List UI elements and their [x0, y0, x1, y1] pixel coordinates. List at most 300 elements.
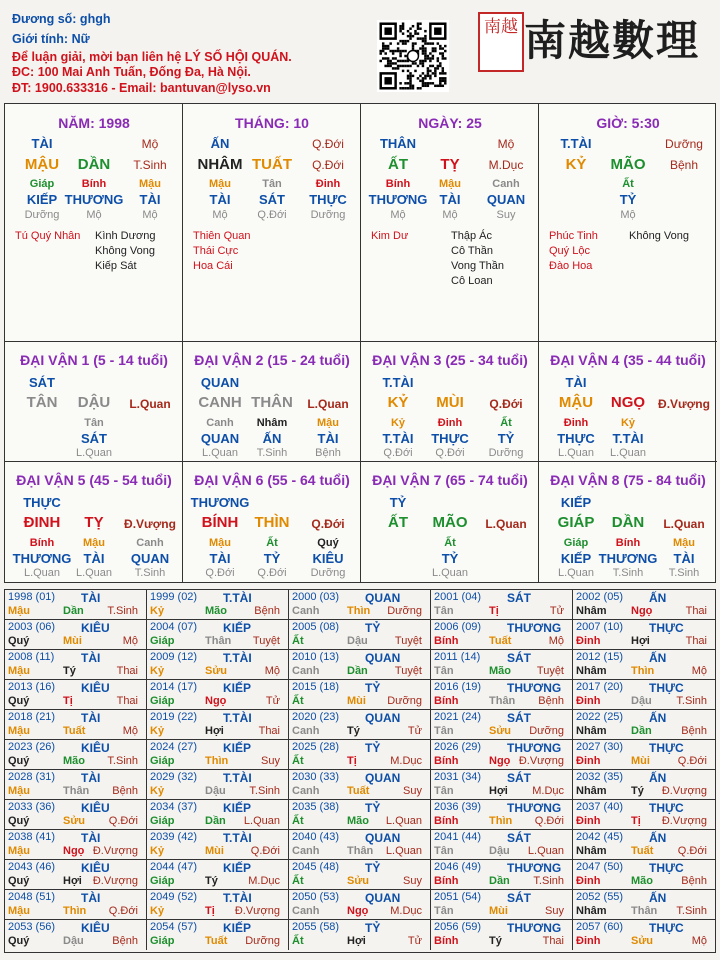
- year-label: 2049 (52): [150, 891, 198, 903]
- year-label: 2057 (60): [576, 921, 624, 933]
- year-phase: Mộ: [548, 635, 564, 647]
- dv-hidden-god: TÀI: [83, 551, 105, 566]
- dai-van-can: KỶ: [387, 394, 409, 411]
- year-cell: [573, 590, 715, 620]
- year-cell: [5, 710, 147, 740]
- star-right: Không Vong: [629, 230, 689, 242]
- year-branch: Thân: [347, 845, 374, 857]
- year-phase: Suy: [403, 785, 422, 797]
- year-phase: Q.Đới: [677, 845, 707, 857]
- dv-hidden-phase: T.Sinh: [134, 567, 166, 579]
- seal-text: 南越: [484, 17, 518, 37]
- pillar-phase: Q.Đới: [312, 158, 344, 172]
- year-label: 2047 (50): [576, 861, 624, 873]
- year-phase: T.Sinh: [533, 875, 564, 887]
- star-right: Cô Thần: [451, 245, 493, 257]
- year-phase: Mộ: [122, 725, 138, 737]
- year-god: TỶ: [365, 621, 381, 635]
- dai-van-phase: Q.Đới: [489, 397, 523, 411]
- dai-van-phase: L.Quan: [129, 397, 171, 411]
- year-god: THƯƠNG: [507, 681, 562, 695]
- year-phase: Tuyệt: [536, 665, 564, 677]
- dai-van-god: QUAN: [200, 375, 240, 390]
- phone-email-line: ĐT: 1900.633316 - Email: bantuvan@lyso.vn: [12, 81, 271, 95]
- year-stem: Bính: [434, 635, 459, 647]
- dv-hidden-god: TÀI: [673, 551, 695, 566]
- year-phase: Mộ: [691, 935, 707, 947]
- pillar-can: KỶ: [565, 156, 587, 173]
- year-branch: Sửu: [489, 725, 512, 737]
- hidden-stem: Giáp: [29, 178, 55, 190]
- year-stem: Kỷ: [150, 725, 165, 737]
- dai-van-title: ĐẠI VẬN 2 (15 - 24 tuổi): [194, 352, 350, 368]
- dv-hidden-stem: Mậu: [673, 537, 695, 549]
- year-cell: [431, 590, 573, 620]
- star-left: Thiên Quan: [193, 230, 251, 242]
- year-phase: L.Quan: [527, 845, 564, 857]
- star-right: Kiếp Sát: [95, 260, 137, 272]
- year-label: 2034 (37): [150, 801, 198, 813]
- year-stem: Canh: [292, 905, 320, 917]
- year-phase: Đ.Vượng: [661, 815, 707, 827]
- year-branch: Thìn: [205, 755, 229, 767]
- year-branch: Tị: [205, 905, 215, 917]
- year-cell: [147, 920, 289, 950]
- year-stem: Bính: [434, 815, 459, 827]
- year-cell: [431, 620, 573, 650]
- dai-van-god: THỰC: [23, 495, 61, 510]
- year-branch: Thân: [63, 785, 90, 797]
- year-label: 2003 (06): [8, 621, 56, 633]
- dv-hidden-phase: Q.Đới: [383, 447, 413, 459]
- year-branch: Sửu: [347, 875, 370, 887]
- year-cell: [573, 770, 715, 800]
- year-stem: Giáp: [150, 635, 175, 647]
- hidden-phase: Mộ: [620, 209, 636, 221]
- year-stem: Đinh: [576, 635, 601, 647]
- hidden-phase: Suy: [496, 209, 516, 221]
- year-label: 2040 (43): [292, 831, 340, 843]
- year-phase: Dưỡng: [387, 605, 422, 617]
- hidden-god: KIẾP: [26, 192, 58, 207]
- year-stem: Đinh: [576, 935, 601, 947]
- year-stem: Canh: [292, 845, 320, 857]
- hidden-god: QUAN: [486, 192, 526, 207]
- year-branch: Mùi: [347, 695, 366, 707]
- bazi-chart: [4, 103, 716, 583]
- year-god: KIẾP: [223, 861, 252, 875]
- year-stem: Canh: [292, 785, 320, 797]
- year-phase: Tử: [549, 605, 564, 617]
- dv-hidden-phase: L.Quan: [557, 447, 595, 459]
- pillar-god: ẤN: [210, 136, 230, 151]
- year-branch: Dậu: [63, 935, 84, 947]
- year-stem: Mậu: [8, 845, 30, 857]
- year-stem: Bính: [434, 875, 459, 887]
- year-label: 2044 (47): [150, 861, 198, 873]
- dai-van-can: TÂN: [26, 394, 58, 411]
- dv-hidden-god: TỶ: [263, 551, 281, 566]
- year-stem: Ất: [292, 755, 304, 767]
- year-label: 2019 (22): [150, 711, 198, 723]
- year-label: 2036 (39): [434, 801, 482, 813]
- year-branch: Thân: [489, 695, 516, 707]
- year-label: 2039 (42): [150, 831, 198, 843]
- year-branch: Tị: [347, 755, 357, 767]
- pillar-phase: Bệnh: [669, 158, 699, 172]
- pillar-god: THÂN: [379, 136, 417, 151]
- year-cell: [147, 770, 289, 800]
- year-branch: Ngọ: [489, 755, 511, 767]
- year-god: THỰC: [649, 741, 684, 755]
- year-phase: Thai: [542, 935, 564, 947]
- year-branch: Dần: [347, 665, 368, 677]
- year-branch: Dậu: [631, 695, 652, 707]
- dai-van-title: ĐẠI VẬN 3 (25 - 34 tuổi): [372, 352, 528, 368]
- year-stem: Đinh: [576, 875, 601, 887]
- year-cell: [5, 740, 147, 770]
- year-god: TÀI: [81, 651, 101, 665]
- year-cell: [147, 800, 289, 830]
- year-cell: [289, 620, 431, 650]
- year-phase: Mộ: [264, 665, 280, 677]
- year-stem: Kỷ: [150, 785, 165, 797]
- year-god: QUAN: [365, 711, 401, 725]
- year-god: SÁT: [507, 651, 531, 665]
- dai-van-chi: MÙI: [436, 394, 464, 411]
- year-branch: Mùi: [631, 755, 650, 767]
- year-label: 2032 (35): [576, 771, 624, 783]
- year-branch: Dần: [205, 815, 226, 827]
- hidden-phase: Mộ: [212, 209, 228, 221]
- year-cell: [5, 860, 147, 890]
- year-branch: Thìn: [489, 815, 513, 827]
- hidden-god: TỶ: [619, 192, 637, 207]
- dv-hidden-stem: Nhâm: [256, 417, 288, 429]
- dai-van-chi: DẬU: [77, 394, 111, 411]
- year-branch: Tý: [205, 875, 218, 887]
- star-left: Thái Cực: [193, 245, 239, 257]
- year-phase: M.Dục: [390, 755, 422, 767]
- year-label: 2006 (09): [434, 621, 482, 633]
- star-left: Phúc Tinh: [549, 230, 598, 242]
- year-label: 2007 (10): [576, 621, 624, 633]
- dai-van-phase: Đ.Vượng: [658, 397, 710, 411]
- dv-hidden-stem: Quý: [317, 537, 339, 549]
- year-label: 2021 (24): [434, 711, 482, 723]
- year-stem: Giáp: [150, 815, 175, 827]
- dai-van-phase: L.Quan: [307, 397, 349, 411]
- hidden-stem: Mậu: [209, 178, 231, 190]
- year-cell: [431, 710, 573, 740]
- hidden-stem: Đinh: [315, 178, 341, 190]
- dv-hidden-phase: L.Quan: [75, 447, 113, 459]
- year-phase: L.Quan: [385, 845, 422, 857]
- year-branch: Ngọ: [205, 695, 227, 707]
- year-cell: [289, 830, 431, 860]
- year-god: ẤN: [649, 591, 667, 605]
- year-stem: Kỷ: [150, 605, 165, 617]
- year-cell: [289, 680, 431, 710]
- year-god: THƯƠNG: [507, 621, 562, 635]
- year-branch: Mão: [205, 605, 227, 617]
- year-stem: Đinh: [576, 815, 601, 827]
- dv-hidden-god: QUAN: [130, 551, 170, 566]
- dai-van-god: SÁT: [29, 375, 55, 390]
- year-cell: [147, 710, 289, 740]
- year-branch: Tị: [631, 815, 641, 827]
- dai-van-god: THƯƠNG: [190, 495, 250, 510]
- year-god: TÀI: [81, 891, 101, 905]
- year-label: 2010 (13): [292, 651, 340, 663]
- year-phase: Bệnh: [681, 725, 707, 737]
- year-cell: [5, 890, 147, 920]
- hidden-god: THỰC: [309, 192, 347, 207]
- year-branch: Thìn: [631, 665, 655, 677]
- year-god: SÁT: [507, 591, 531, 605]
- year-stem: Ất: [292, 935, 304, 947]
- year-label: 2013 (16): [8, 681, 56, 693]
- dai-van-phase: L.Quan: [663, 517, 705, 531]
- year-label: 2024 (27): [150, 741, 198, 753]
- year-phase: Dưỡng: [245, 935, 280, 947]
- year-god: ẤN: [649, 651, 667, 665]
- hidden-phase: Mộ: [86, 209, 102, 221]
- year-phase: T.Sinh: [676, 905, 707, 917]
- year-phase: Thai: [116, 695, 138, 707]
- year-branch: Thân: [205, 635, 232, 647]
- year-stem: Giáp: [150, 755, 175, 767]
- year-label: 2033 (36): [8, 801, 56, 813]
- year-god: TÀI: [81, 591, 101, 605]
- year-branch: Ngọ: [631, 605, 653, 617]
- dv-hidden-stem: Bính: [29, 537, 55, 549]
- year-cell: [431, 920, 573, 950]
- year-cell: [289, 890, 431, 920]
- star-left: Kim Dư: [371, 230, 409, 242]
- dv-hidden-god: THƯƠNG: [598, 551, 658, 566]
- year-label: 2056 (59): [434, 921, 482, 933]
- dv-hidden-god: ẤN: [262, 431, 282, 446]
- dv-hidden-stem: Đinh: [563, 417, 589, 429]
- year-stem: Quý: [8, 935, 30, 947]
- year-god: KIẾP: [223, 681, 252, 695]
- year-stem: Mậu: [8, 605, 30, 617]
- dai-van-6: [183, 462, 361, 582]
- year-phase: M.Dục: [532, 785, 564, 797]
- year-branch: Mão: [489, 665, 511, 677]
- year-phase: Thai: [685, 635, 707, 647]
- year-label: 2011 (14): [434, 651, 481, 663]
- year-branch: Mùi: [205, 845, 224, 857]
- year-branch: Sửu: [63, 815, 86, 827]
- dv-hidden-phase: Bệnh: [315, 447, 341, 459]
- year-cell: [573, 920, 715, 950]
- year-cell: [573, 620, 715, 650]
- pillar-god: TÀI: [31, 136, 53, 151]
- dv-hidden-phase: Q.Đới: [435, 447, 465, 459]
- hidden-phase: Dưỡng: [24, 209, 60, 221]
- dv-hidden-phase: T.Sinh: [612, 567, 644, 579]
- year-label: 2009 (12): [150, 651, 198, 663]
- dv-hidden-stem: Ất: [444, 537, 456, 549]
- star-right: Cô Loan: [451, 275, 493, 287]
- hidden-phase: Dưỡng: [310, 209, 346, 221]
- year-stem: Đinh: [576, 695, 601, 707]
- year-god: T.TÀI: [223, 651, 252, 665]
- year-cell: [5, 680, 147, 710]
- dai-van-god: TỶ: [389, 495, 407, 510]
- dv-hidden-god: T.TÀI: [382, 431, 414, 446]
- year-stem: Quý: [8, 635, 30, 647]
- dai-van-title: ĐẠI VẬN 4 (35 - 44 tuổi): [550, 352, 706, 368]
- dai-van-4: [539, 342, 717, 462]
- pillar-phase: M.Dục: [488, 158, 524, 172]
- dv-hidden-phase: Dưỡng: [310, 567, 346, 579]
- year-label: 2001 (04): [434, 591, 482, 603]
- year-cell: [431, 650, 573, 680]
- year-phase: T.Sinh: [676, 695, 707, 707]
- dai-van-chi: DẦN: [611, 514, 645, 531]
- year-cell: [431, 800, 573, 830]
- pillar-chi: TỴ: [440, 156, 460, 173]
- red-seal-logo: [478, 12, 524, 72]
- year-branch: Ngọ: [63, 845, 85, 857]
- year-label: 1998 (01): [8, 591, 56, 603]
- yearly-luck-grid: [4, 589, 716, 953]
- pillar-chi: MÃO: [610, 156, 646, 173]
- subject-name: Đương số: ghgh: [12, 12, 111, 26]
- year-branch: Ngọ: [347, 905, 369, 917]
- year-cell: [147, 590, 289, 620]
- year-label: 2052 (55): [576, 891, 624, 903]
- contact-line: Để luận giải, mời bạn liên hệ LÝ SỐ HỘI QUÁN.: [12, 50, 292, 64]
- year-branch: Mão: [347, 815, 369, 827]
- year-label: 2004 (07): [150, 621, 198, 633]
- year-phase: T.Sinh: [107, 605, 138, 617]
- year-god: THỰC: [649, 621, 684, 635]
- year-phase: Thai: [258, 725, 280, 737]
- year-cell: [147, 830, 289, 860]
- year-branch: Tý: [63, 665, 76, 677]
- year-stem: Canh: [292, 665, 320, 677]
- dv-hidden-phase: L.Quan: [557, 567, 595, 579]
- year-label: 2051 (54): [434, 891, 482, 903]
- year-god: KIẾP: [223, 741, 252, 755]
- dai-van-chi: NGỌ: [610, 394, 646, 411]
- year-stem: Nhâm: [576, 665, 607, 677]
- year-branch: Sửu: [631, 935, 654, 947]
- year-stem: Đinh: [576, 755, 601, 767]
- dv-hidden-stem: Mậu: [317, 417, 339, 429]
- year-god: QUAN: [365, 891, 401, 905]
- year-god: TỶ: [365, 681, 381, 695]
- pillar-2: [361, 104, 539, 342]
- year-label: 2045 (48): [292, 861, 340, 873]
- year-label: 2016 (19): [434, 681, 482, 693]
- year-label: 2031 (34): [434, 771, 482, 783]
- year-stem: Kỷ: [150, 665, 165, 677]
- star-right: Không Vong: [95, 245, 155, 257]
- year-phase: Tuyệt: [394, 635, 422, 647]
- year-phase: Thai: [685, 605, 707, 617]
- year-stem: Ất: [292, 815, 304, 827]
- year-label: 2025 (28): [292, 741, 340, 753]
- dv-hidden-god: KIẾP: [560, 551, 592, 566]
- year-cell: [147, 680, 289, 710]
- year-cell: [147, 860, 289, 890]
- pillar-phase-top: Mộ: [141, 137, 159, 151]
- hidden-phase: Mộ: [442, 209, 458, 221]
- pillar-title: NGÀY: 25: [418, 115, 482, 131]
- year-god: T.TÀI: [223, 771, 252, 785]
- year-cell: [573, 860, 715, 890]
- year-branch: Mão: [631, 875, 653, 887]
- dv-hidden-god: TÀI: [317, 431, 339, 446]
- dv-hidden-god: THƯƠNG: [12, 551, 72, 566]
- year-branch: Hợi: [63, 875, 82, 887]
- year-cell: [289, 770, 431, 800]
- dv-hidden-stem: Mậu: [209, 537, 231, 549]
- year-god: KIÊU: [81, 861, 110, 875]
- year-label: 2053 (56): [8, 921, 56, 933]
- year-stem: Nhâm: [576, 605, 607, 617]
- year-stem: Tân: [434, 845, 454, 857]
- year-phase: M.Dục: [248, 875, 280, 887]
- year-label: 2005 (08): [292, 621, 340, 633]
- year-label: 2020 (23): [292, 711, 340, 723]
- year-phase: Tuyệt: [394, 665, 422, 677]
- pillar-god: T.TÀI: [560, 136, 592, 151]
- dv-hidden-god: TỶ: [441, 551, 459, 566]
- dai-van-phase: L.Quan: [485, 517, 527, 531]
- hidden-god: SÁT: [259, 192, 285, 207]
- year-phase: Đ.Vượng: [661, 785, 707, 797]
- star-left: Quý Lộc: [549, 245, 590, 257]
- dv-hidden-stem: Ất: [500, 417, 512, 429]
- year-stem: Bính: [434, 695, 459, 707]
- star-right: Vong Thần: [451, 260, 505, 272]
- year-cell: [289, 740, 431, 770]
- dai-van-chi: MÃO: [432, 514, 468, 531]
- dai-van-god: KIẾP: [560, 495, 592, 510]
- pillar-phase-top: Mộ: [497, 137, 515, 151]
- pillar-can: ẤT: [388, 156, 408, 173]
- dai-van-2: [183, 342, 361, 462]
- qr-code-icon[interactable]: [377, 20, 449, 92]
- year-phase: Đ.Vượng: [92, 875, 138, 887]
- year-phase: Q.Đới: [677, 755, 707, 767]
- year-god: QUAN: [365, 771, 401, 785]
- pillar-3: [539, 104, 717, 342]
- year-stem: Giáp: [150, 875, 175, 887]
- year-god: ẤN: [649, 771, 667, 785]
- dai-van-chi: TỴ: [84, 514, 104, 531]
- year-branch: Mùi: [489, 905, 508, 917]
- year-phase: Mộ: [122, 635, 138, 647]
- year-branch: Dần: [631, 725, 652, 737]
- year-stem: Ất: [292, 635, 304, 647]
- dai-van-chi: THÌN: [254, 514, 290, 531]
- year-god: TÀI: [81, 831, 101, 845]
- year-phase: Đ.Vượng: [92, 845, 138, 857]
- year-cell: [5, 650, 147, 680]
- dv-hidden-phase: Dưỡng: [488, 447, 524, 459]
- hidden-stem: Mậu: [439, 178, 461, 190]
- year-branch: Dậu: [489, 845, 510, 857]
- pillar-1: [183, 104, 361, 342]
- year-cell: [289, 800, 431, 830]
